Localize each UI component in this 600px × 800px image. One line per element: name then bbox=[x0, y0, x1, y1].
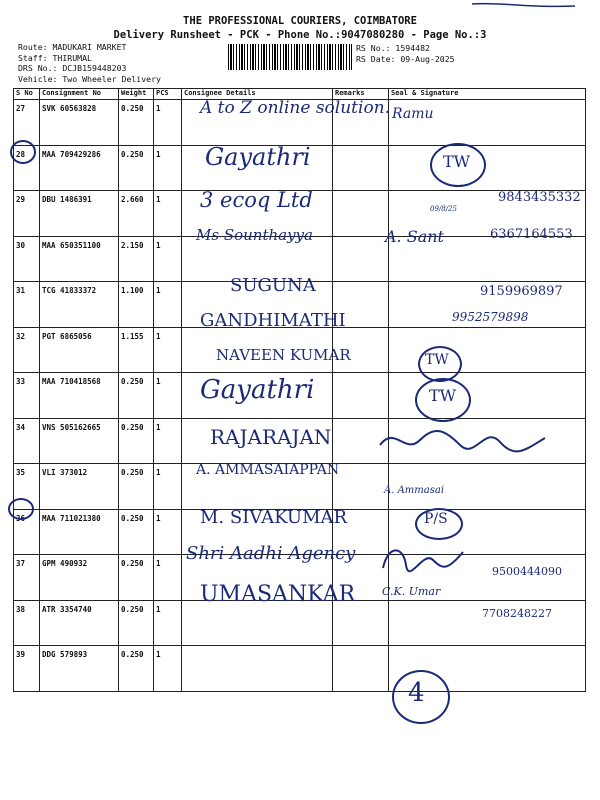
col-pcs: PCS bbox=[154, 89, 182, 100]
cell-pcs: 1 bbox=[154, 600, 182, 646]
cell-sno: 28 bbox=[14, 145, 40, 191]
cell-weight: 0.250 bbox=[119, 418, 154, 464]
cell-weight: 0.250 bbox=[119, 555, 154, 601]
cell-pcs: 1 bbox=[154, 145, 182, 191]
cell-weight: 0.250 bbox=[119, 100, 154, 146]
stamp-initials-28: TW bbox=[443, 152, 471, 171]
handwritten-consignee-33: NAVEEN KUMAR bbox=[216, 346, 351, 364]
cell-consignment: PGT 6865056 bbox=[40, 327, 119, 373]
cell-consignment: DBU 1486391 bbox=[40, 191, 119, 237]
signature-39-phone: 7708248227 bbox=[482, 607, 552, 620]
handwritten-consignee-27: A to Z online solution. bbox=[200, 98, 391, 118]
cell-sno: 39 bbox=[14, 646, 40, 692]
cell-pcs: 1 bbox=[154, 100, 182, 146]
cell-pcs: 1 bbox=[154, 464, 182, 510]
handwritten-consignee-32: GANDHIMATHI bbox=[200, 310, 346, 331]
cell-pcs: 1 bbox=[154, 373, 182, 419]
col-seal-signature: Seal & Signature bbox=[389, 89, 586, 100]
col-weight: Weight bbox=[119, 89, 154, 100]
cell-weight: 0.250 bbox=[119, 600, 154, 646]
signature-27: Ramu bbox=[392, 106, 434, 122]
route-label: Route: MADUKARI MARKET bbox=[18, 42, 127, 52]
cell-pcs: 1 bbox=[154, 418, 182, 464]
cell-pcs: 1 bbox=[154, 646, 182, 692]
signature-35-scribble bbox=[375, 420, 555, 460]
cell-weight: 2.150 bbox=[119, 236, 154, 282]
col-sno: S No bbox=[14, 89, 40, 100]
rs-date-label: RS Date: 09-Aug-2025 bbox=[356, 53, 455, 64]
cell-signature bbox=[389, 145, 586, 191]
page-marker: 4 bbox=[408, 678, 425, 708]
handwritten-consignee-31: SUGUNA bbox=[230, 275, 316, 296]
cell-sno: 27 bbox=[14, 100, 40, 146]
cell-weight: 0.250 bbox=[119, 646, 154, 692]
barcode bbox=[228, 44, 352, 70]
cell-remarks bbox=[333, 236, 389, 282]
rs-no-label: RS No.: 1594482 bbox=[356, 43, 430, 53]
handwritten-consignee-28: Gayathri bbox=[205, 143, 311, 171]
cell-consignment: MAA 711021380 bbox=[40, 509, 119, 555]
cell-sno: 35 bbox=[14, 464, 40, 510]
cell-consignment: VLI 373012 bbox=[40, 464, 119, 510]
handwritten-consignee-36: A. AMMASAIAPPAN bbox=[196, 462, 340, 478]
handwritten-consignee-30: Ms Sounthayya bbox=[196, 226, 313, 244]
cell-consignment: MAA 650351100 bbox=[40, 236, 119, 282]
cell-weight: 0.250 bbox=[119, 145, 154, 191]
cell-weight: 1.100 bbox=[119, 282, 154, 328]
handwritten-consignee-35: RAJARAJAN bbox=[210, 425, 332, 449]
cell-consignee bbox=[182, 646, 333, 692]
cell-remarks bbox=[333, 464, 389, 510]
row-28-circle bbox=[10, 140, 36, 164]
cell-consignment: TCG 41833372 bbox=[40, 282, 119, 328]
cell-weight: 2.660 bbox=[119, 191, 154, 237]
signature-38-scribble bbox=[378, 540, 468, 576]
cell-sno: 32 bbox=[14, 327, 40, 373]
cell-pcs: 1 bbox=[154, 327, 182, 373]
cell-sno: 30 bbox=[14, 236, 40, 282]
runsheet-subtitle: Delivery Runsheet - PCK - Phone No.:9047080280 - Page No.:3 bbox=[113, 29, 487, 41]
signature-39-name: C.K. Umar bbox=[382, 585, 441, 598]
cell-pcs: 1 bbox=[154, 282, 182, 328]
col-consignee: Consignee Details bbox=[182, 89, 333, 100]
cell-weight: 1.155 bbox=[119, 327, 154, 373]
signature-38-phone: 9500444090 bbox=[492, 565, 562, 578]
cell-remarks bbox=[333, 145, 389, 191]
cell-pcs: 1 bbox=[154, 236, 182, 282]
signature-30-phone: 6367164553 bbox=[490, 227, 573, 242]
table-row bbox=[14, 646, 586, 692]
cell-sno: 38 bbox=[14, 600, 40, 646]
vehicle-label: Vehicle: Two Wheeler Delivery bbox=[18, 73, 161, 84]
cell-sno: 36 bbox=[14, 509, 40, 555]
handwritten-consignee-29: 3 ecoq Ltd bbox=[200, 188, 313, 212]
handwritten-consignee-38: Shri Aadhi Agency bbox=[186, 543, 356, 564]
cell-consignment: VNS 505162665 bbox=[40, 418, 119, 464]
signature-29-date: 09/8/25 bbox=[430, 205, 457, 213]
cell-consignment: MAA 710418568 bbox=[40, 373, 119, 419]
cell-consignment: GPM 490932 bbox=[40, 555, 119, 601]
meta-left bbox=[18, 42, 161, 84]
signature-36: A. Ammasai bbox=[384, 485, 445, 496]
cell-sno: 29 bbox=[14, 191, 40, 237]
handwritten-consignee-39: UMASANKAR bbox=[200, 582, 356, 607]
cell-consignment: DDG 579893 bbox=[40, 646, 119, 692]
signature-30-name: A. Sant bbox=[385, 227, 444, 246]
col-remarks: Remarks bbox=[333, 89, 389, 100]
handwritten-consignee-34: Gayathri bbox=[200, 375, 315, 405]
cell-weight: 0.250 bbox=[119, 373, 154, 419]
top-scribble bbox=[470, 0, 580, 12]
stamp-initials-34: TW bbox=[429, 386, 457, 405]
cell-pcs: 1 bbox=[154, 191, 182, 237]
cell-remarks bbox=[333, 646, 389, 692]
drs-label: DRS No.: DCJB159448203 bbox=[18, 63, 127, 73]
cell-sno: 37 bbox=[14, 555, 40, 601]
cell-sno: 34 bbox=[14, 418, 40, 464]
cell-pcs: 1 bbox=[154, 555, 182, 601]
cell-sno: 31 bbox=[14, 282, 40, 328]
staff-label: Staff: THIRUMAL bbox=[18, 52, 92, 63]
signature-29-phone: 9843435332 bbox=[498, 190, 581, 205]
signature-31-phone: 9159969897 bbox=[480, 284, 563, 299]
cell-remarks bbox=[333, 373, 389, 419]
cell-weight: 0.250 bbox=[119, 464, 154, 510]
cell-pcs: 1 bbox=[154, 509, 182, 555]
stamp-initials-33: TW bbox=[425, 352, 449, 368]
cell-consignment: ATR 3354740 bbox=[40, 600, 119, 646]
stamp-ps-37: P/S bbox=[424, 511, 448, 527]
cell-sno: 33 bbox=[14, 373, 40, 419]
cell-consignment: MAA 709429286 bbox=[40, 145, 119, 191]
row-37-circle bbox=[8, 498, 34, 520]
signature-32-phone: 9952579898 bbox=[452, 310, 529, 324]
company-title: THE PROFESSIONAL COURIERS, COIMBATORE bbox=[183, 15, 417, 27]
meta-right bbox=[356, 43, 455, 64]
cell-weight: 0.250 bbox=[119, 509, 154, 555]
cell-consignment: SVK 60563828 bbox=[40, 100, 119, 146]
cell-remarks bbox=[333, 191, 389, 237]
col-consignment: Consignment No bbox=[40, 89, 119, 100]
handwritten-consignee-37: M. SIVAKUMAR bbox=[200, 507, 348, 528]
